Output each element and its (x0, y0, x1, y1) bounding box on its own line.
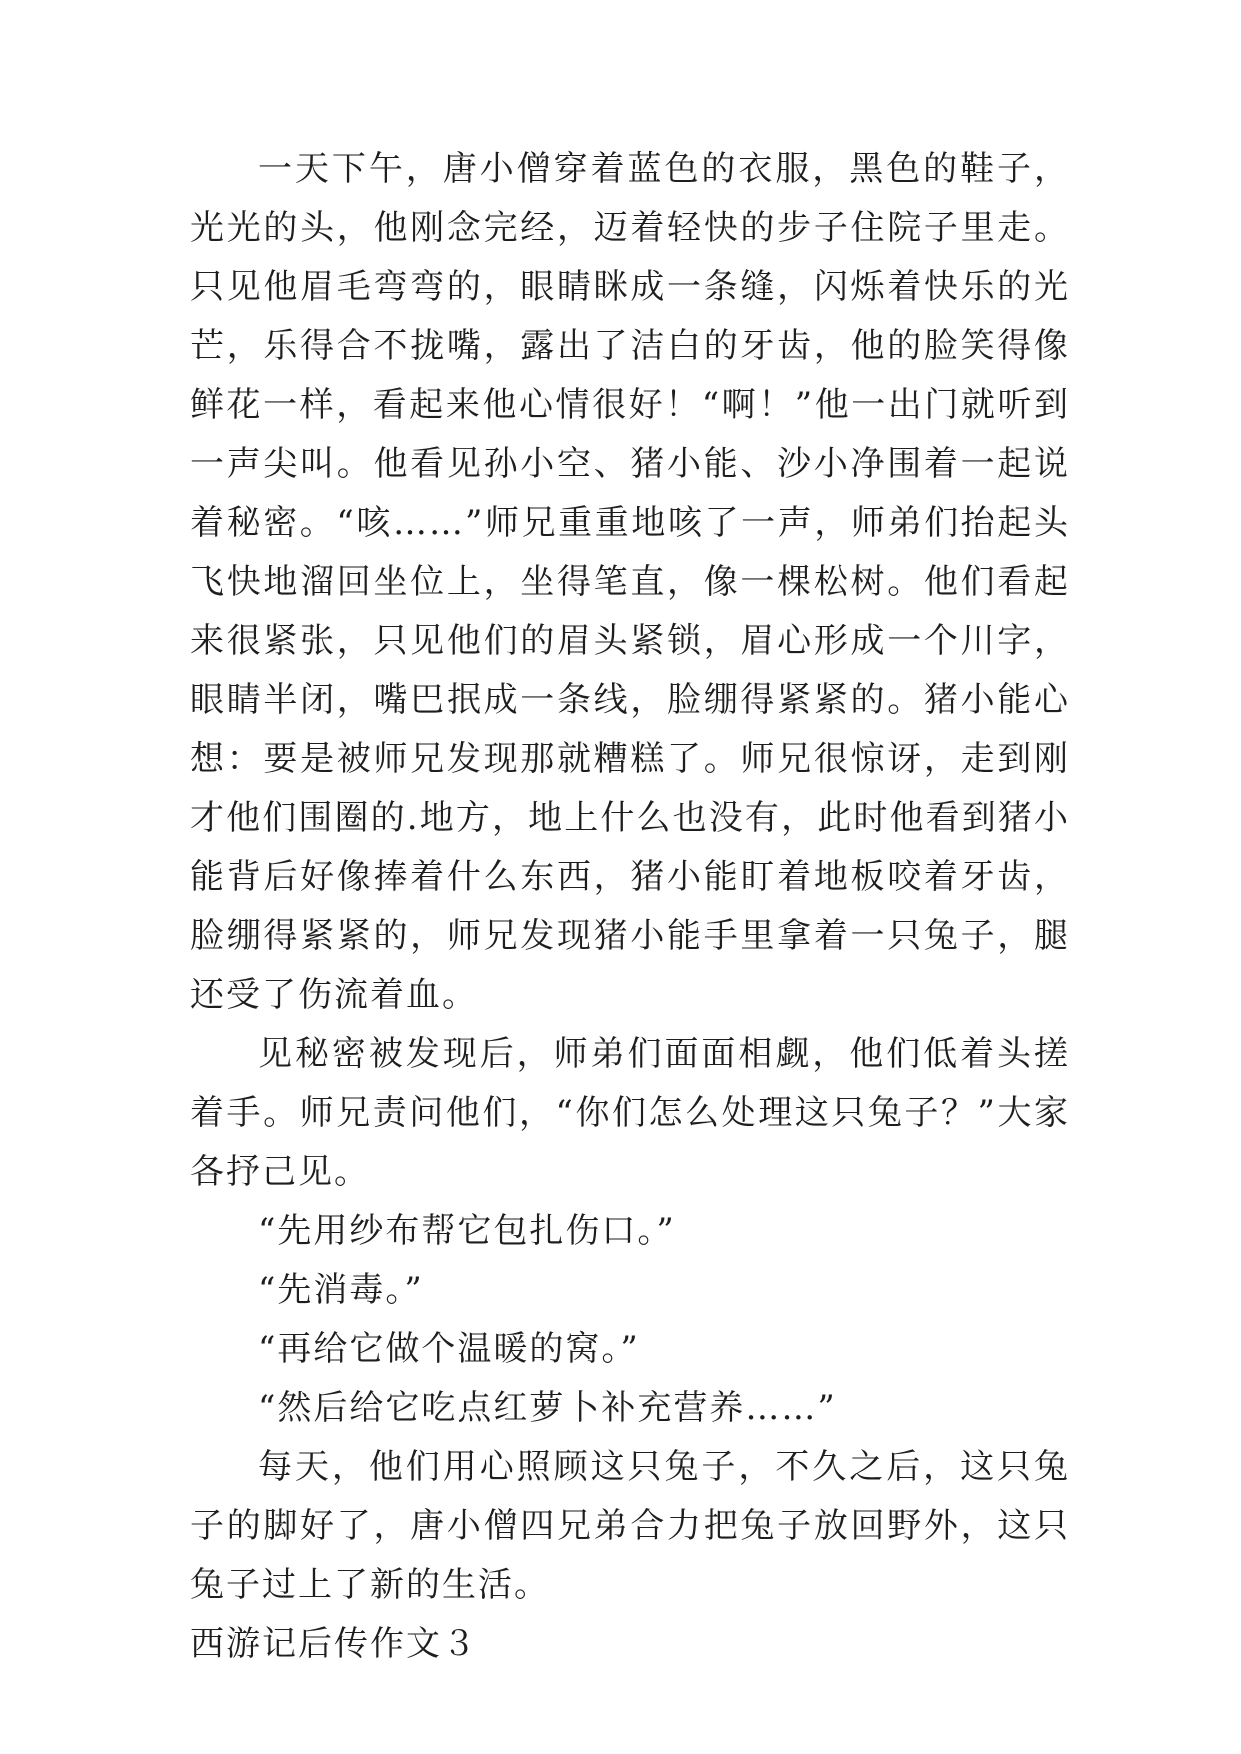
document-body (190, 140, 1070, 1674)
paragraph-dialogue-disinfect: “先消毒。” (258, 1270, 424, 1310)
paragraph-story-intro: 一天下午，唐小僧穿着蓝色的衣服，黑色的鞋子，光光的头，他刚念完经，迈着轻快的步子住院子里走。只见他眉毛弯弯的，眼睛眯成一条缝，闪烁着快乐的光芒，乐得合不拢嘴，露出了洁白的牙齿，他的脸笑得像鲜花一样，看起来他心情很好！“啊！”他一出门就听到一声尖叫。他看见孙小空、猪小能、沙小净围着一起说着秘密。“咳……”师兄重重地咳了一声，师弟们抬起头飞快地溜回坐位上，坐得笔直，像一棵松树。他们看起来很紧张，只见他们的眉头紧锁，眉心形成一个川字，眼睛半闭，嘴巴抿成一条线，脸绷得紧紧的。猪小能心想：要是被师兄发现那就糟糕了。师兄很惊讶，走到刚才他们围圈的.地方，地上什么也没有，此时他看到猪小能背后好像捧着什么东西，猪小能盯着地板咬着牙齿，脸绷得紧紧的，师兄发现猪小能手里拿着一只兔子，腿还受了伤流着血。 (190, 149, 1070, 1015)
paragraph-dialogue-bandage: “先用纱布帮它包扎伤口。” (258, 1211, 676, 1251)
paragraph-ending: 每天，他们用心照顾这只兔子，不久之后，这只兔子的脚好了，唐小僧四兄弟合力把兔子放回野外，这只兔子过上了新的生活。 (190, 1447, 1070, 1605)
paragraph-dialogue-carrot: “然后给它吃点红萝卜补充营养……” (258, 1388, 837, 1428)
paragraph-secret-discovered: 见秘密被发现后，师弟们面面相觑，他们低着头搓着手。师兄责问他们，“你们怎么处理这只兔子？”大家各抒己见。 (190, 1034, 1070, 1192)
paragraph-dialogue-nest: “再给它做个温暖的窝。” (258, 1329, 640, 1369)
next-essay-heading: 西游记后传作文３ (190, 1624, 478, 1664)
